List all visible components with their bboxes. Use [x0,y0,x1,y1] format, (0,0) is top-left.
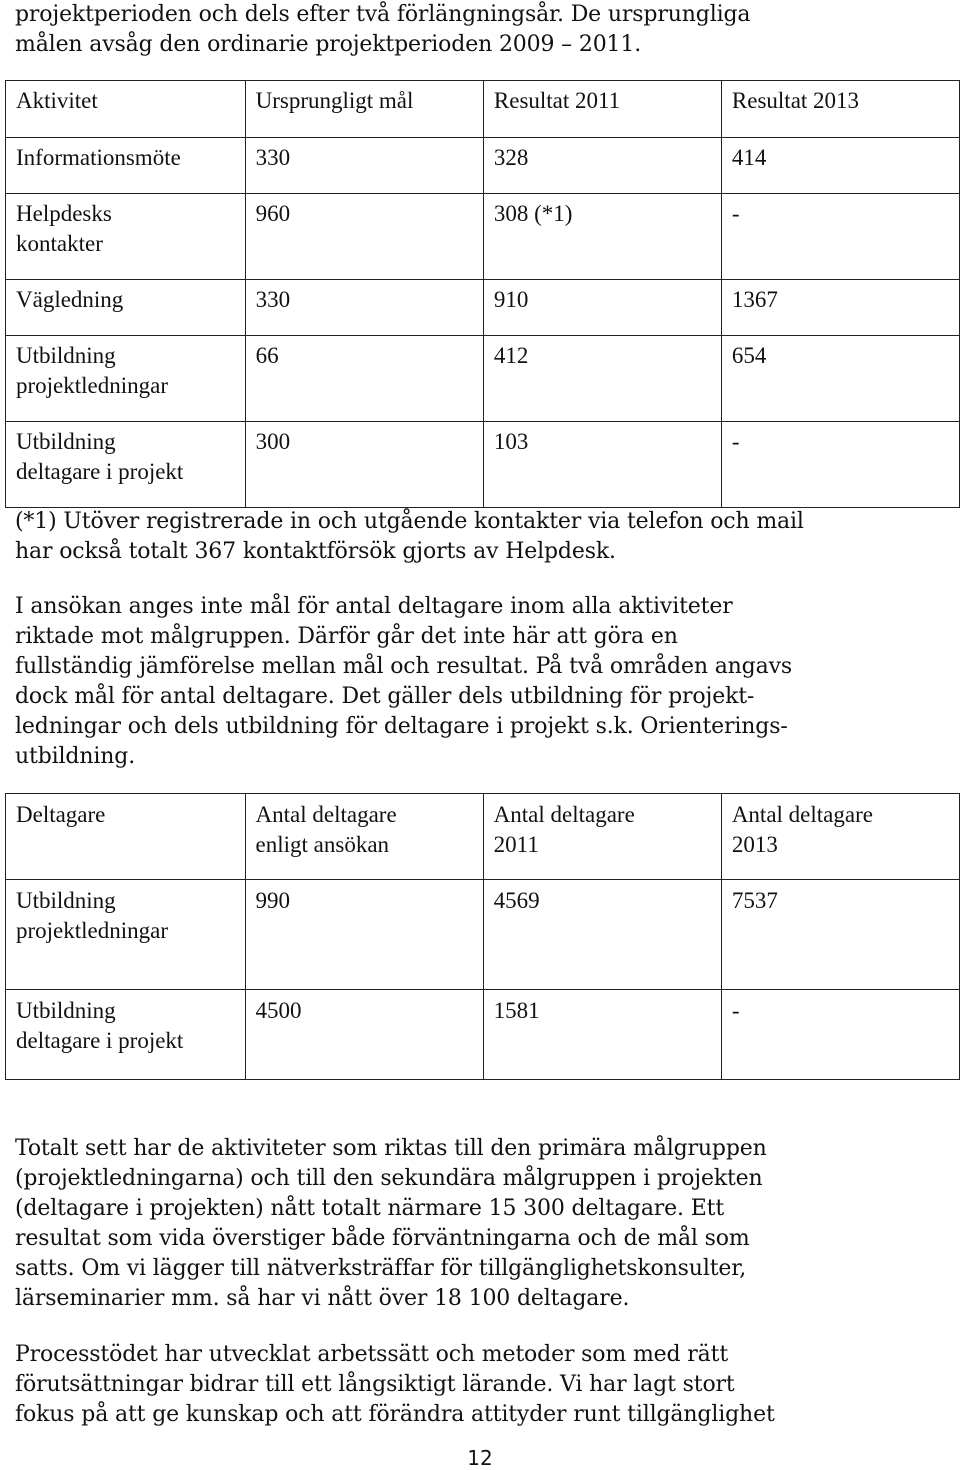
intro-line: målen avsåg den ordinarie projektperioden 2009 – 2011. [15,32,642,57]
header-cell: Resultat 2011 [483,81,721,138]
activity-results-table [5,80,960,508]
row-label: Utbildning [16,998,116,1023]
row-label-cell [6,990,246,1080]
paragraph-line: Processtödet har utvecklat arbetssätt och metoder som med rätt [15,1342,729,1367]
row-label: deltagare i projekt [16,1028,184,1053]
intro-text [15,0,945,60]
table-row [6,990,960,1080]
paragraph-line: satts. Om vi lägger till nätverksträffar för tillgänglighetskonsulter, [15,1256,747,1281]
table-row [6,422,960,508]
page-number: 12 [467,1446,493,1470]
header-text: 2011 [493,832,539,857]
row-label: projektledningar [16,373,169,398]
table-row [6,880,960,990]
paragraph-line: fokus på att ge kunskap och att förändra attityder runt tillgänglighet [15,1402,775,1427]
value-cell: 330 [245,138,483,194]
value-cell: 412 [483,336,721,422]
header-cell [721,794,959,880]
row-label-cell [6,336,246,422]
paragraph-line: lärseminarier mm. så har vi nått över 18 100 deltagare. [15,1286,630,1311]
paragraph-line: resultat som vida överstiger både förväntningarna och de mål som [15,1226,750,1251]
header-cell [483,794,721,880]
header-text: Antal deltagare [255,802,397,827]
body-paragraph [15,1134,945,1314]
value-cell: 414 [721,138,959,194]
value-cell: - [721,422,959,508]
row-label: deltagare i projekt [16,459,184,484]
value-cell: 990 [245,880,483,990]
row-label-cell [6,138,246,194]
header-text: Antal deltagare [493,802,635,827]
paragraph-line: (deltagare i projekten) nått totalt närmare 15 300 deltagare. Ett [15,1196,725,1221]
value-cell: 1581 [483,990,721,1080]
row-label-cell [6,422,246,508]
value-cell: 654 [721,336,959,422]
value-cell: 7537 [721,880,959,990]
row-label-cell [6,880,246,990]
paragraph-line: (projektledningarna) och till den sekundära målgruppen i projekten [15,1166,763,1191]
value-cell: - [721,990,959,1080]
row-label: Utbildning [16,888,116,913]
table-row [6,138,960,194]
body-paragraph [15,592,945,772]
header-text: Deltagare [16,802,106,827]
table-footnote [15,507,945,567]
header-cell [245,794,483,880]
body-paragraph [15,1340,945,1430]
header-cell [6,794,246,880]
table-row [6,280,960,336]
value-cell: 308 (*1) [483,194,721,280]
table-row [6,194,960,280]
row-label: kontakter [16,231,103,256]
paragraph-line: Totalt sett har de aktiviteter som riktas till den primära målgruppen [15,1136,767,1161]
participants-table [5,793,960,1080]
value-cell: 1367 [721,280,959,336]
table-row [6,336,960,422]
header-cell: Resultat 2013 [721,81,959,138]
value-cell: 330 [245,280,483,336]
row-label: Utbildning [16,429,116,454]
value-cell: 300 [245,422,483,508]
header-cell: Aktivitet [6,81,246,138]
table-header-row [6,794,960,880]
row-label-cell [6,194,246,280]
header-cell: Ursprungligt mål [245,81,483,138]
paragraph-line: riktade mot målgruppen. Därför går det inte här att göra en [15,624,678,649]
paragraph-line: fullständig jämförelse mellan mål och resultat. På två områden angavs [15,654,792,679]
value-cell: - [721,194,959,280]
intro-line: projektperioden och dels efter två förlängningsår. De ursprungliga [15,2,751,27]
value-cell: 4500 [245,990,483,1080]
row-label: projektledningar [16,918,169,943]
value-cell: 4569 [483,880,721,990]
row-label: Helpdesks [16,201,112,226]
value-cell: 66 [245,336,483,422]
value-cell: 103 [483,422,721,508]
header-text: 2013 [731,832,778,857]
row-label: Informationsmöte [16,145,181,170]
footnote-line: har också totalt 367 kontaktförsök gjorts av Helpdesk. [15,539,616,564]
paragraph-line: dock mål för antal deltagare. Det gäller dels utbildning för projekt- [15,684,755,709]
row-label-cell [6,280,246,336]
value-cell: 328 [483,138,721,194]
footnote-line: (*1) Utöver registrerade in och utgående kontakter via telefon och mail [15,509,804,534]
paragraph-line: ledningar och dels utbildning för deltagare i projekt s.k. Orienterings- [15,714,788,739]
row-label: Vägledning [16,287,124,312]
paragraph-line: förutsättningar bidrar till ett långsiktigt lärande. Vi har lagt stort [15,1372,735,1397]
value-cell: 910 [483,280,721,336]
header-text: enligt ansökan [255,832,390,857]
table-header-row [6,81,960,138]
header-text: Antal deltagare [731,802,873,827]
row-label: Utbildning [16,343,116,368]
paragraph-line: I ansökan anges inte mål för antal deltagare inom alla aktiviteter [15,594,733,619]
value-cell: 960 [245,194,483,280]
paragraph-line: utbildning. [15,744,136,769]
